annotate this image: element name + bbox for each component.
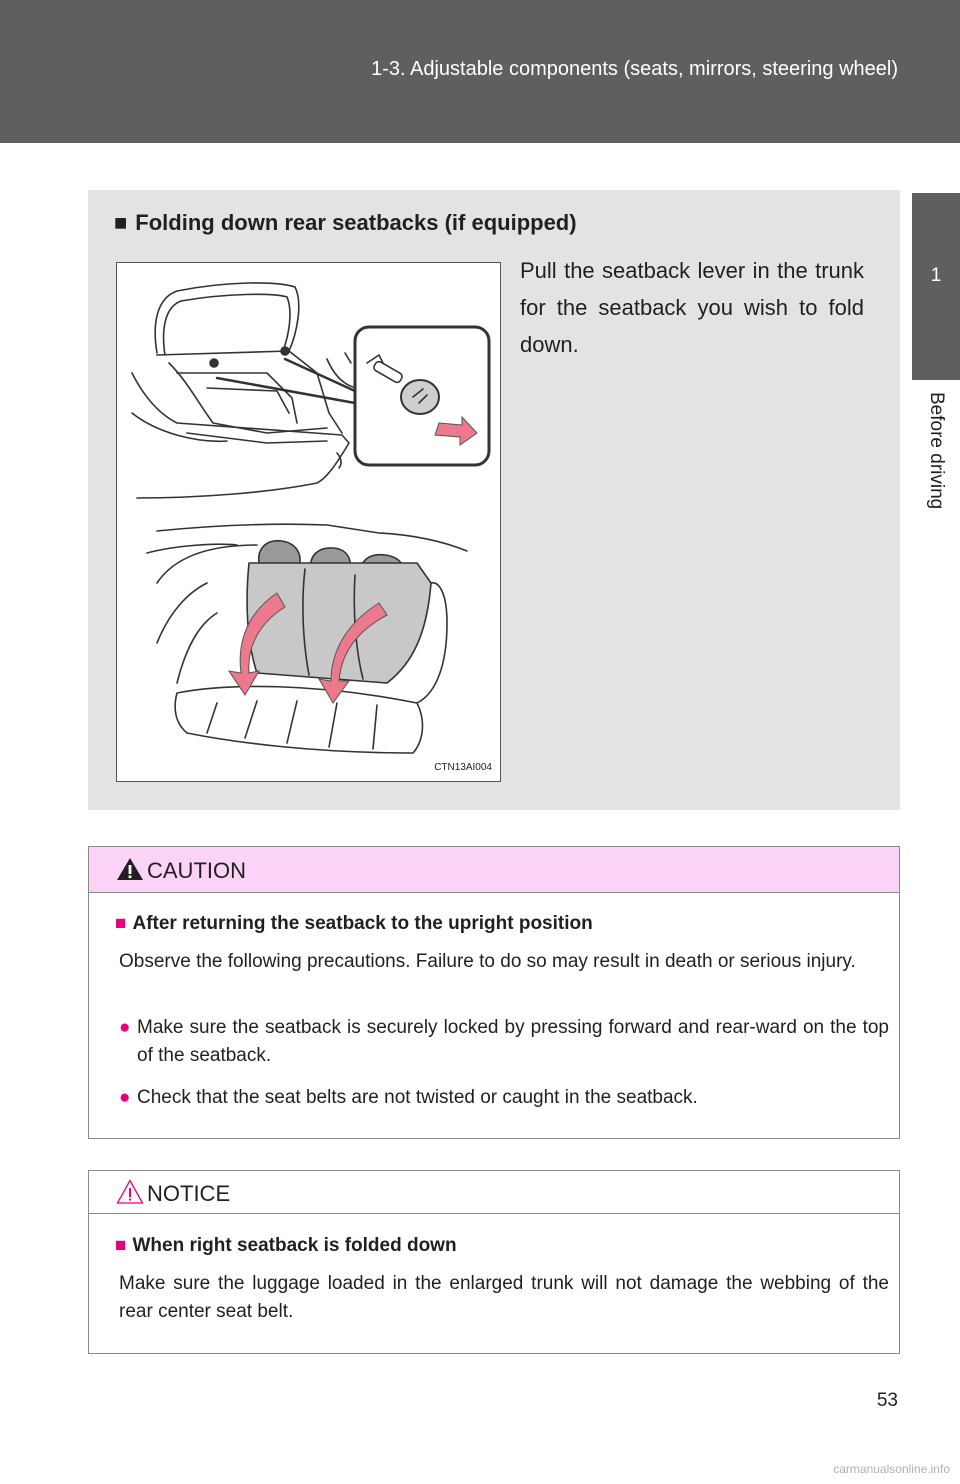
page-header [0, 0, 960, 143]
notice-text: Make sure the luggage loaded in the enlarged trunk will not damage the webbing of the rear center seat belt. [119, 1273, 889, 1322]
page-number: 53 [876, 1390, 898, 1411]
notice-header [89, 1171, 899, 1214]
caution-intro: Observe the following precautions. Failure to do so may result in death or serious injury. [119, 951, 856, 972]
caution-label: CAUTION [147, 858, 246, 883]
section-title-text: Folding down rear seatbacks (if equipped) [135, 210, 577, 235]
notice-triangle-icon [116, 1179, 144, 1205]
caution-box [88, 846, 900, 1139]
chapter-tab [912, 193, 960, 380]
section-text: Pull the seatback lever in the trunk for the seatback you wish to fold down. [520, 258, 864, 357]
circle-bullet-icon: ● [119, 1087, 131, 1108]
caution-item-text: Make sure the seatback is securely locked by pressing forward and rear-ward on the top of the seatback. [137, 1017, 889, 1066]
warning-triangle-icon [116, 857, 144, 881]
trunk-lid [155, 283, 299, 353]
notice-label: NOTICE [147, 1181, 231, 1206]
header-title: 1-3. Adjustable components (seats, mirrors, steering wheel) [371, 58, 898, 80]
caution-item [119, 1014, 889, 1070]
section-title [114, 210, 577, 236]
notice-subtitle [115, 1235, 457, 1257]
chapter-label: Before driving [926, 392, 947, 510]
caution-subtitle-text: After returning the seatback to the upright position [132, 913, 593, 934]
caution-item-text: Check that the seat belts are not twisted or caught in the seatback. [137, 1087, 698, 1108]
chapter-number: 1 [930, 265, 942, 286]
chapter-label-container [912, 384, 960, 554]
square-bullet-icon: ■ [115, 1235, 127, 1256]
square-bullet-icon: ■ [115, 913, 127, 934]
trunk-and-seat-drawing [117, 263, 500, 781]
seatback-illustration [116, 262, 501, 782]
square-bullet-icon: ■ [114, 210, 128, 235]
site-watermark: carmanualsonline.info [833, 1462, 950, 1476]
caution-item [119, 1084, 889, 1112]
circle-bullet-icon: ● [119, 1017, 131, 1038]
figure-code: CTN13AI004 [434, 762, 492, 773]
caution-subtitle [115, 913, 593, 935]
notice-subtitle-text: When right seatback is folded down [132, 1235, 457, 1256]
folding-section [88, 190, 900, 810]
caution-header [89, 847, 899, 893]
notice-box [88, 1170, 900, 1354]
